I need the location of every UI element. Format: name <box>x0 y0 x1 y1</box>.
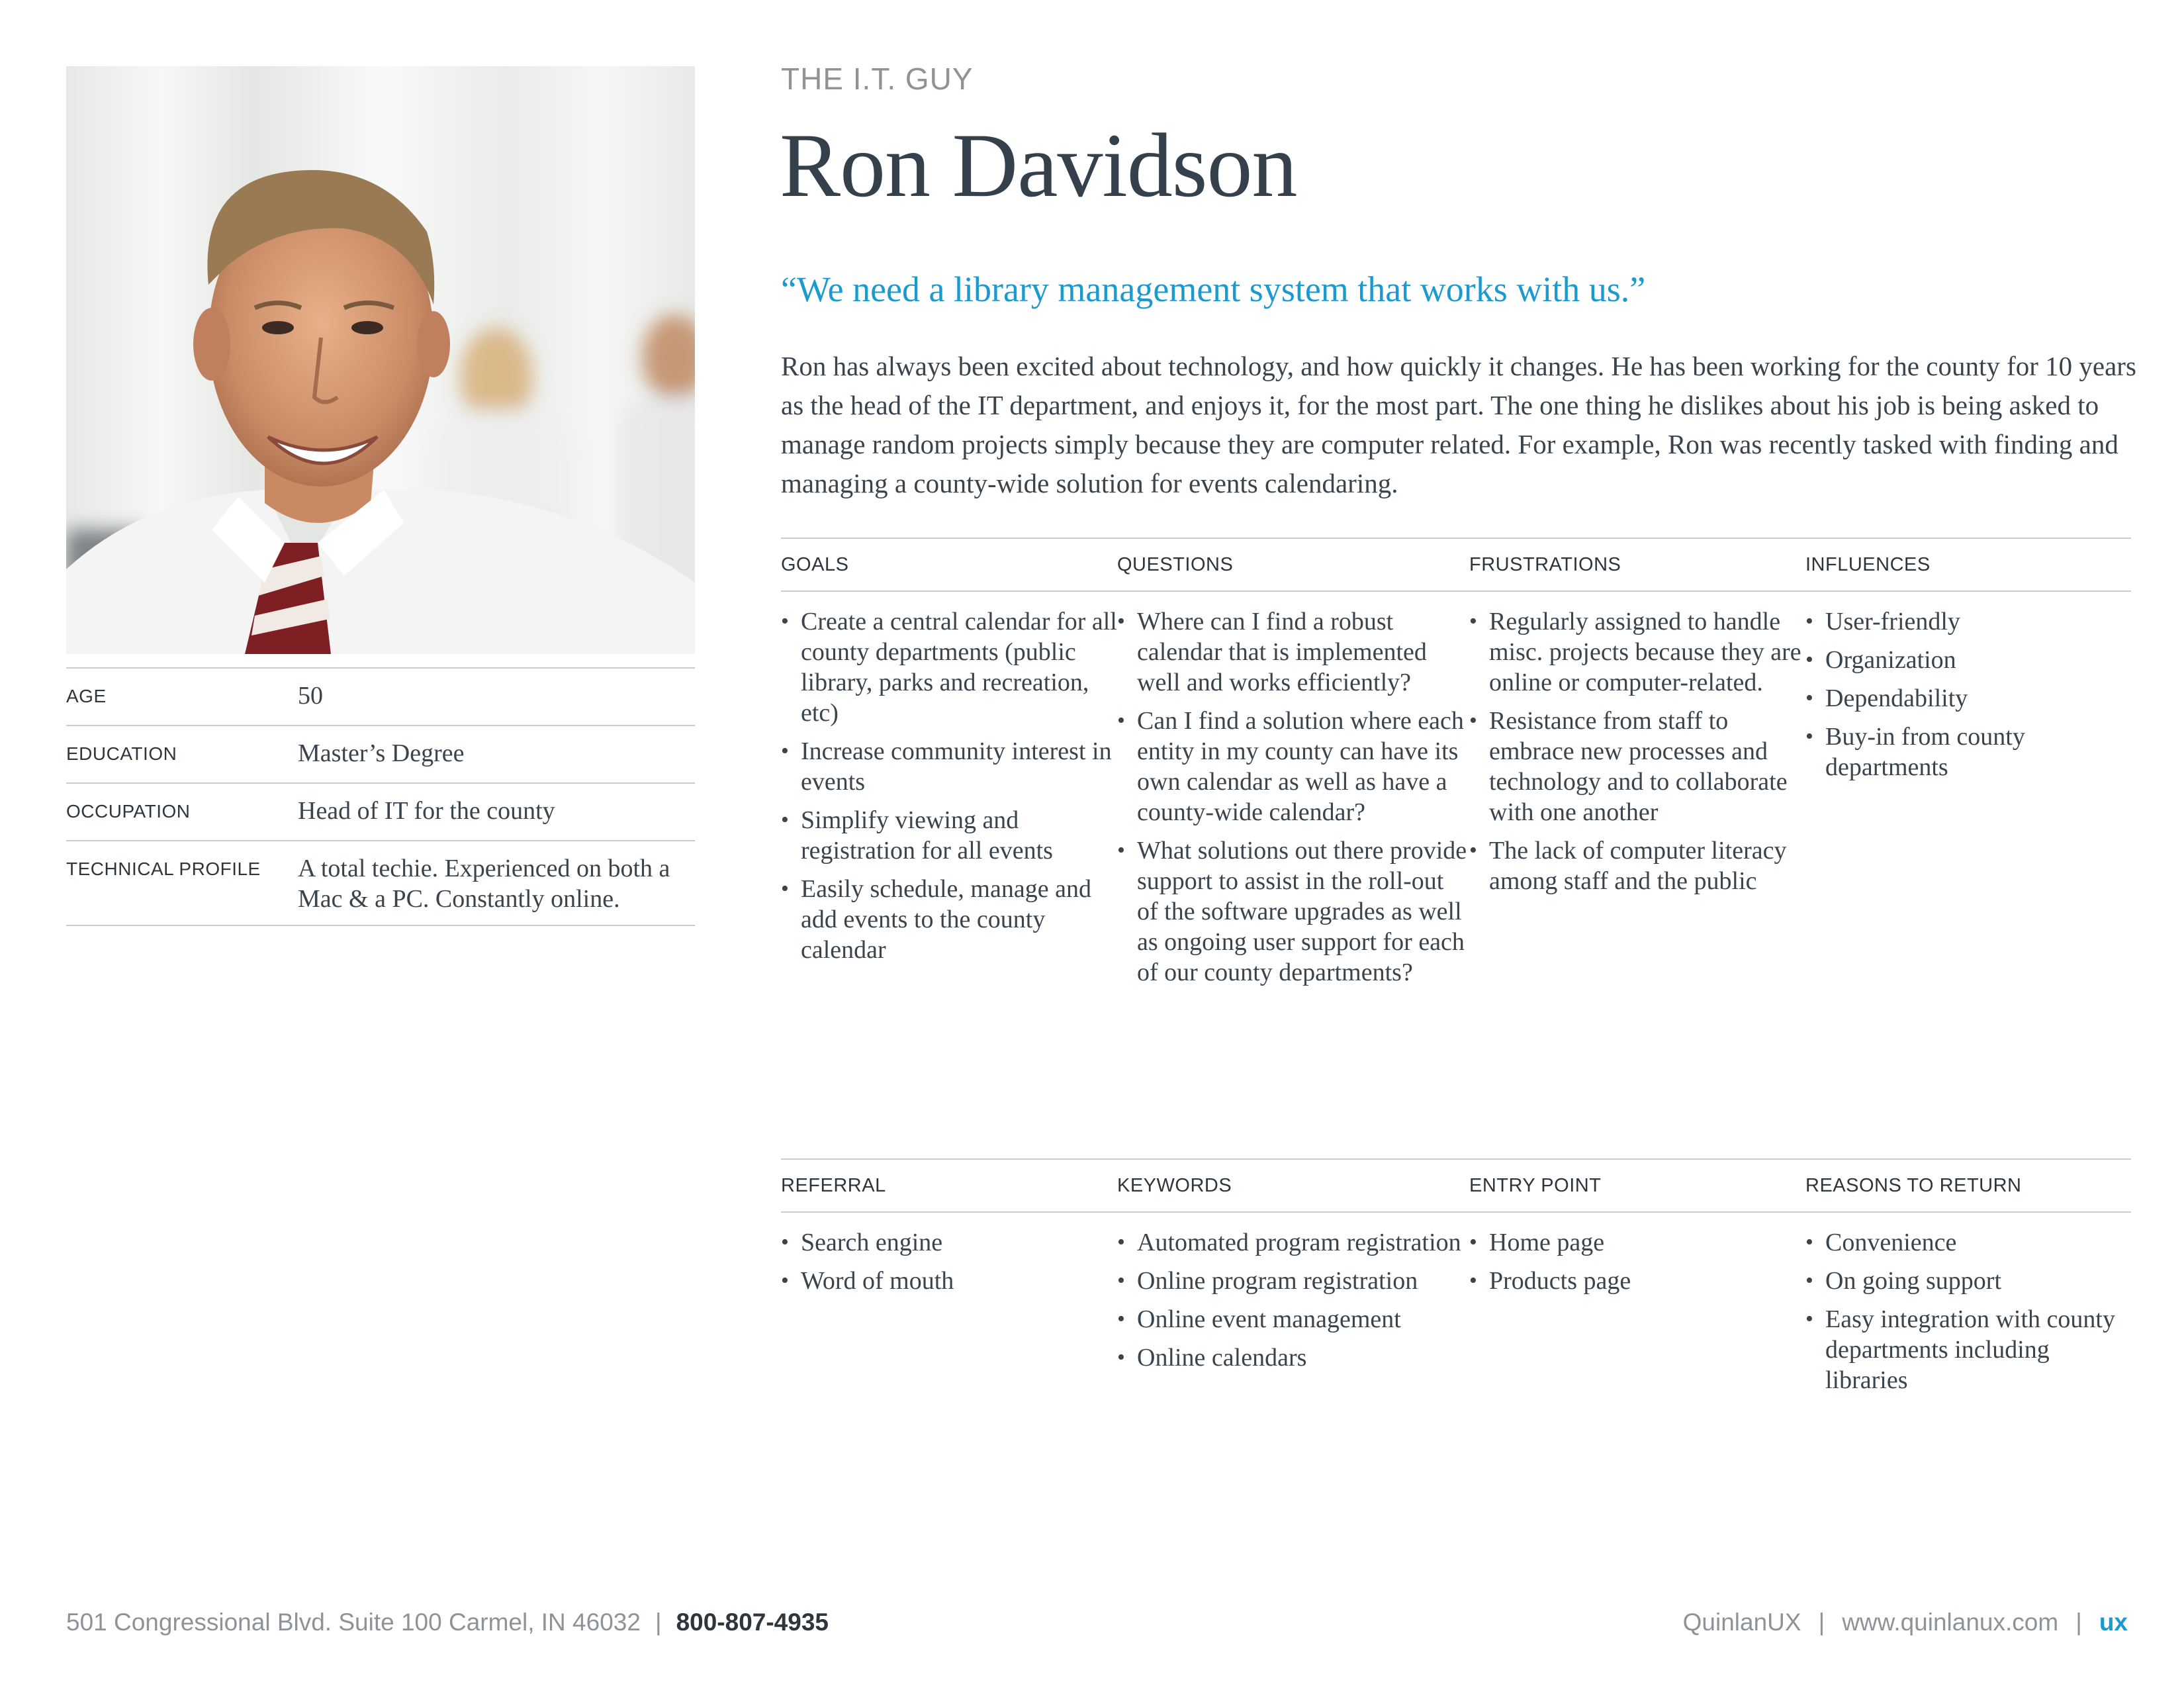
goals-list <box>781 606 1117 996</box>
profile-label: EDUCATION <box>66 743 177 764</box>
entry-point-heading: ENTRY POINT <box>1469 1174 1602 1196</box>
profile-label: TECHNICAL PROFILE <box>66 859 261 879</box>
profile-table <box>66 667 695 926</box>
referral-list <box>781 1227 1117 1403</box>
list-item: • Increase community interest in events <box>781 736 1117 797</box>
list-item: • Where can I find a robust calendar that is implemented well and works efficiently? <box>1117 606 1469 698</box>
persona-discovery-section <box>781 1158 2131 1403</box>
footer-separator: | <box>1818 1609 1825 1636</box>
list-item: • Create a central calendar for all county departments (public library, parks and recreation, etc) <box>781 606 1117 728</box>
entry-point-list <box>1469 1227 1805 1403</box>
profile-row-age <box>66 669 695 726</box>
section-headings <box>781 1158 2131 1213</box>
persona-photo <box>66 66 695 654</box>
persona-needs-section <box>781 538 2131 996</box>
persona-portrait-image <box>66 66 695 654</box>
profile-label: AGE <box>66 686 107 706</box>
list-item: • Word of mouth <box>781 1266 1117 1296</box>
list-item: • Online calendars <box>1117 1342 1469 1373</box>
list-item: • Simplify viewing and registration for all events <box>781 805 1117 866</box>
questions-list <box>1117 606 1469 996</box>
list-item: • Online program registration <box>1117 1266 1469 1296</box>
profile-row-occupation <box>66 784 695 841</box>
questions-heading: QUESTIONS <box>1117 553 1234 575</box>
footer-website-link[interactable]: www.quinlanux.com <box>1842 1609 2059 1636</box>
footer-address: 501 Congressional Blvd. Suite 100 Carmel, IN 46032 <box>66 1609 641 1636</box>
ux-logo: ux <box>2099 1609 2128 1636</box>
persona-quote: “We need a library management system that works with us.” <box>781 269 1646 309</box>
section-columns <box>781 1213 2131 1403</box>
list-item: • Home page <box>1469 1227 1805 1258</box>
referral-heading: REFERRAL <box>781 1174 886 1196</box>
footer-separator: | <box>655 1609 662 1636</box>
influences-list <box>1805 606 2131 996</box>
keywords-list <box>1117 1227 1469 1403</box>
list-item: • Online event management <box>1117 1304 1469 1335</box>
list-item: • Can I find a solution where each entity in my county can have its own calendar as well as have a county-wide calendar? <box>1117 706 1469 827</box>
profile-value: 50 <box>298 682 323 710</box>
list-item: • Products page <box>1469 1266 1805 1296</box>
list-item: • User-friendly <box>1805 606 2131 637</box>
keywords-heading: KEYWORDS <box>1117 1174 1232 1196</box>
profile-row-education <box>66 726 695 784</box>
profile-label: OCCUPATION <box>66 801 191 821</box>
profile-row-technical-profile <box>66 841 695 926</box>
list-item: • The lack of computer literacy among staff and the public <box>1469 835 1805 896</box>
persona-bio: Ron has always been excited about technology, and how quickly it changes. He has been working for the county for 10 years as the head of the IT department, and enjoys it, for the most part. The one thing he dislikes about his job is being asked to manage random projects simply because they are computer related. For example, Ron was recently tasked with finding and managing a county-wide solution for events calendaring. <box>781 351 2136 498</box>
profile-value: Master’s Degree <box>298 739 465 767</box>
list-item: • Convenience <box>1805 1227 2131 1258</box>
list-item: • On going support <box>1805 1266 2131 1296</box>
profile-value: Head of IT for the county <box>298 797 555 825</box>
list-item: • Automated program registration <box>1117 1227 1469 1258</box>
list-item: • Buy-in from county departments <box>1805 722 2131 782</box>
reasons-to-return-list <box>1805 1227 2131 1403</box>
persona-name: Ron Davidson <box>780 115 1297 216</box>
footer-phone: 800-807-4935 <box>676 1609 829 1636</box>
footer-contact <box>66 1609 829 1636</box>
list-item: • Search engine <box>781 1227 1117 1258</box>
influences-heading: INFLUENCES <box>1805 553 1931 575</box>
list-item: • Organization <box>1805 645 2131 675</box>
reasons-to-return-heading: REASONS TO RETURN <box>1805 1174 2022 1196</box>
list-item: • Dependability <box>1805 683 2131 714</box>
footer-brand <box>1683 1609 2128 1636</box>
list-item: • Resistance from staff to embrace new processes and technology and to collaborate with one another <box>1469 706 1805 827</box>
footer-company: QuinlanUX <box>1682 1609 1801 1636</box>
list-item: • Regularly assigned to handle misc. projects because they are online or computer-related. <box>1469 606 1805 698</box>
list-item: • Easily schedule, manage and add events to the county calendar <box>781 874 1117 965</box>
section-columns <box>781 592 2131 996</box>
profile-value: A total techie. Experienced on both a Mac & a PC. Constantly online. <box>298 855 670 913</box>
section-headings <box>781 538 2131 592</box>
frustrations-heading: FRUSTRATIONS <box>1469 553 1621 575</box>
list-item: • Easy integration with county departments including libraries <box>1805 1304 2131 1395</box>
persona-role: THE I.T. GUY <box>781 62 974 96</box>
footer-separator: | <box>2075 1609 2082 1636</box>
list-item: • What solutions out there provide support to assist in the roll-out of the software upgrades as well as ongoing user support for each of our county departments? <box>1117 835 1469 988</box>
frustrations-list <box>1469 606 1805 996</box>
goals-heading: GOALS <box>781 553 849 575</box>
